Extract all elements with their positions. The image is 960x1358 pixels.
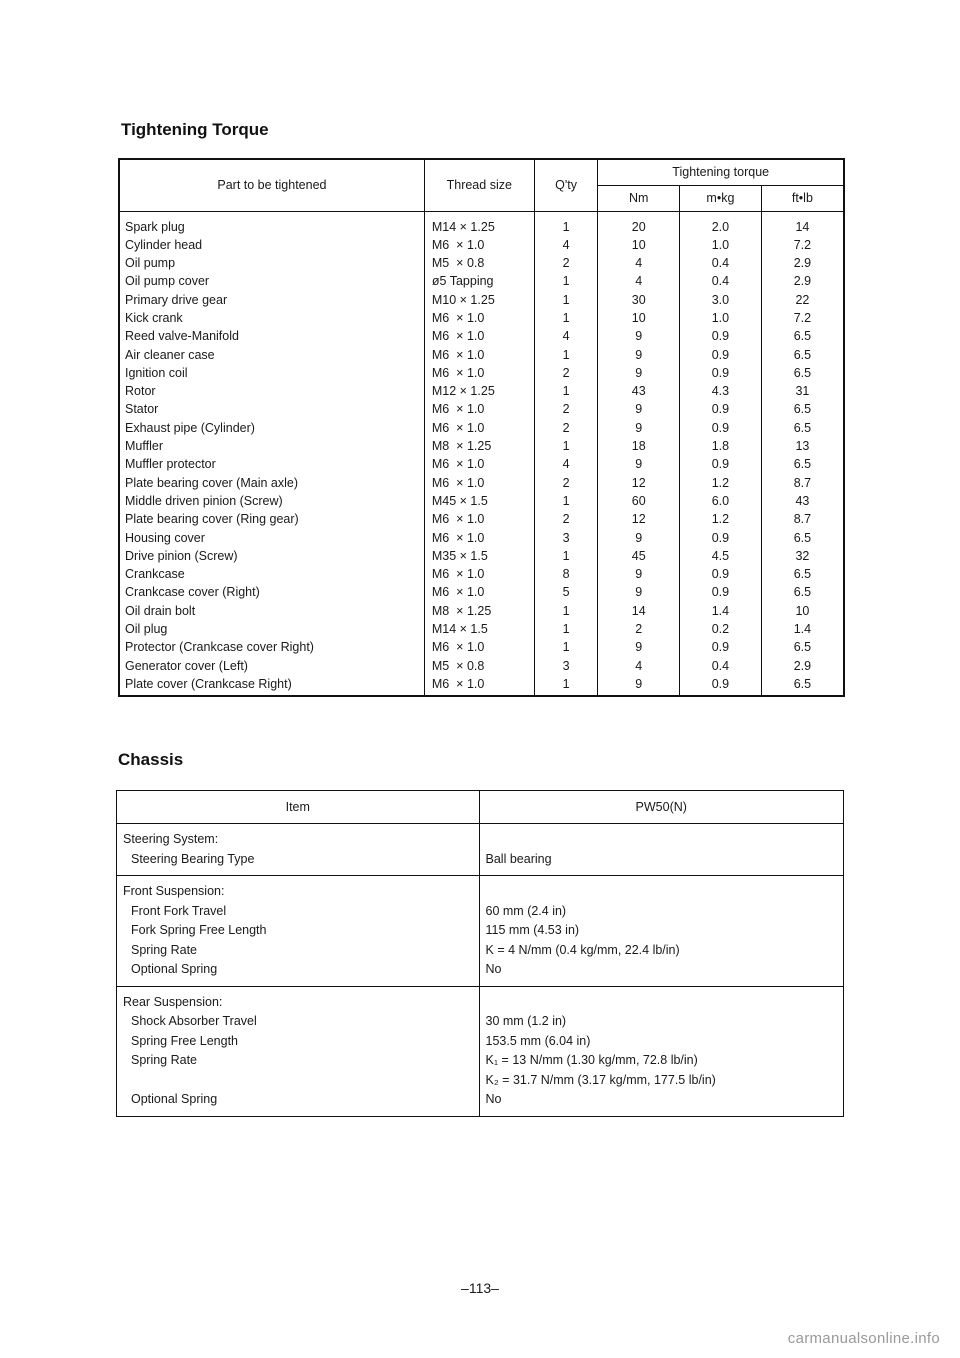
torque-nm: 10 — [631, 310, 646, 325]
header-part: Part to be tightened — [119, 159, 424, 211]
torque-mkg: 0.9 — [711, 585, 730, 600]
torque-nm: 12 — [631, 512, 646, 527]
torque-nm: 60 — [631, 493, 646, 508]
quantity: 2 — [562, 475, 570, 490]
torque-nm: 9 — [635, 530, 643, 545]
torque-nm: 9 — [635, 585, 643, 600]
torque-nm: 9 — [635, 457, 643, 472]
torque-ftlb: 6.5 — [793, 402, 812, 417]
part-name: Crankcase — [125, 567, 185, 582]
header-item: Item — [117, 791, 480, 824]
torque-mkg: 2.0 — [711, 219, 730, 234]
torque-nm: 9 — [635, 420, 643, 435]
part-name: Oil drain bolt — [125, 603, 196, 618]
thread-size: M12 × 1.25 — [431, 384, 495, 399]
torque-mkg: 4.5 — [711, 548, 730, 563]
torque-nm: 2 — [635, 622, 643, 637]
part-name: Exhaust pipe (Cylinder) — [125, 420, 255, 435]
torque-nm: 43 — [631, 384, 646, 399]
part-name: Air cleaner case — [125, 347, 215, 362]
thread-size: M8 × 1.25 — [431, 439, 492, 454]
part-name: Middle driven pinion (Screw) — [125, 493, 283, 508]
column-ftlb — [761, 211, 844, 696]
thread-size: M6 × 1.0 — [431, 310, 485, 325]
thread-size: M14 × 1.5 — [431, 622, 488, 637]
part-name: Reed valve-Manifold — [125, 329, 239, 344]
part-name: Protector (Crankcase cover Right) — [125, 640, 314, 655]
header-mkg: m•kg — [680, 185, 762, 211]
section-heading-tightening-torque: Tightening Torque — [121, 120, 269, 139]
thread-size: ø5 Tapping — [431, 274, 494, 289]
chassis-section-title: Steering System: — [123, 832, 219, 846]
torque-mkg: 4.3 — [711, 384, 730, 399]
torque-nm: 30 — [631, 292, 646, 307]
torque-ftlb: 10 — [795, 603, 810, 618]
chassis-item-label: Spring Rate — [131, 1053, 198, 1067]
chassis-item-label: Spring Free Length — [131, 1033, 239, 1048]
torque-nm: 4 — [635, 256, 643, 271]
quantity: 1 — [562, 219, 570, 234]
quantity: 1 — [562, 622, 570, 637]
torque-mkg: 0.9 — [711, 567, 730, 582]
thread-size: M6 × 1.0 — [431, 676, 485, 691]
torque-mkg: 1.2 — [711, 475, 730, 490]
torque-mkg: 0.9 — [711, 329, 730, 344]
part-name: Plate bearing cover (Ring gear) — [125, 512, 299, 527]
torque-ftlb: 8.7 — [793, 475, 812, 490]
chassis-spec-value: No — [485, 962, 502, 976]
torque-mkg: 0.9 — [711, 457, 730, 472]
torque-ftlb: 6.5 — [793, 420, 812, 435]
torque-mkg: 0.9 — [711, 530, 730, 545]
spacer — [486, 830, 837, 850]
torque-nm: 9 — [635, 567, 643, 582]
thread-size: M45 × 1.5 — [431, 493, 488, 508]
chassis-item-cell — [117, 986, 480, 1116]
chassis-item-label: Fork Spring Free Length — [131, 923, 267, 937]
part-name: Plate cover (Crankcase Right) — [125, 676, 292, 691]
torque-nm: 9 — [635, 329, 643, 344]
chassis-section-row — [117, 876, 844, 987]
chassis-item-cell — [117, 876, 480, 987]
torque-mkg: 0.9 — [711, 676, 730, 691]
torque-ftlb: 32 — [795, 548, 810, 563]
thread-size: M6 × 1.0 — [431, 640, 485, 655]
header-ftlb: ft•lb — [761, 185, 844, 211]
chassis-value-cell — [479, 876, 843, 987]
thread-size: M6 × 1.0 — [431, 530, 485, 545]
thread-size: M6 × 1.0 — [431, 567, 485, 582]
quantity: 2 — [562, 420, 570, 435]
torque-nm: 14 — [631, 603, 646, 618]
torque-ftlb: 22 — [795, 292, 810, 307]
torque-mkg: 6.0 — [711, 493, 730, 508]
chassis-item-label: Front Fork Travel — [131, 903, 227, 918]
column-nm — [598, 211, 680, 696]
part-name: Oil plug — [125, 622, 168, 637]
header-tightening-torque: Tightening torque — [598, 159, 844, 185]
torque-ftlb: 43 — [795, 493, 810, 508]
part-name: Housing cover — [125, 530, 205, 545]
torque-mkg: 1.8 — [711, 439, 730, 454]
quantity: 3 — [562, 658, 570, 673]
torque-ftlb: 8.7 — [793, 512, 812, 527]
chassis-spec-value: 60 mm (2.4 in) — [485, 903, 567, 918]
part-name: Ignition coil — [125, 365, 188, 380]
torque-ftlb: 2.9 — [793, 256, 812, 271]
quantity: 2 — [562, 256, 570, 271]
quantity: 4 — [562, 237, 570, 252]
quantity: 2 — [562, 365, 570, 380]
chassis-spec-value: K = 4 N/mm (0.4 kg/mm, 22.4 lb/in) — [485, 942, 680, 957]
part-name: Muffler — [125, 439, 163, 454]
column-thread-size — [424, 211, 534, 696]
chassis-spec-table — [116, 790, 844, 1117]
part-name: Generator cover (Left) — [125, 658, 248, 673]
torque-nm: 4 — [635, 658, 643, 673]
thread-size: M8 × 1.25 — [431, 603, 492, 618]
torque-nm: 18 — [631, 439, 646, 454]
torque-nm: 9 — [635, 347, 643, 362]
thread-size: M6 × 1.0 — [431, 237, 485, 252]
chassis-value-cell — [479, 824, 843, 876]
torque-nm: 9 — [635, 365, 643, 380]
torque-ftlb: 6.5 — [793, 329, 812, 344]
torque-ftlb: 6.5 — [793, 676, 812, 691]
quantity: 1 — [562, 347, 570, 362]
torque-nm: 10 — [631, 237, 646, 252]
chassis-section-row — [117, 986, 844, 1116]
chassis-item-label: Optional Spring — [131, 962, 218, 976]
torque-mkg: 1.2 — [711, 512, 730, 527]
chassis-item-label — [123, 1071, 473, 1091]
chassis-spec-value: 153.5 mm (6.04 in) — [485, 1033, 591, 1048]
chassis-section-title: Rear Suspension: — [123, 994, 223, 1009]
torque-mkg: 0.9 — [711, 347, 730, 362]
header-thread-size: Thread size — [424, 159, 534, 211]
part-name: Primary drive gear — [125, 292, 228, 307]
torque-ftlb: 7.2 — [793, 237, 812, 252]
thread-size: M6 × 1.0 — [431, 420, 485, 435]
header-quantity: Q'ty — [534, 159, 598, 211]
torque-ftlb: 2.9 — [793, 274, 812, 289]
quantity: 2 — [562, 402, 570, 417]
chassis-spec-value: K₂ = 31.7 N/mm (3.17 kg/mm, 177.5 lb/in) — [485, 1072, 716, 1087]
chassis-item-label: Shock Absorber Travel — [131, 1014, 257, 1028]
column-quantity — [534, 211, 598, 696]
thread-size: M6 × 1.0 — [431, 585, 485, 600]
torque-mkg: 0.4 — [711, 658, 730, 673]
torque-ftlb: 6.5 — [793, 365, 812, 380]
torque-mkg: 0.2 — [711, 622, 730, 637]
part-name: Muffler protector — [125, 457, 216, 472]
chassis-spec-value: Ball bearing — [485, 851, 552, 866]
thread-size: M6 × 1.0 — [431, 457, 485, 472]
chassis-value-cell — [479, 986, 843, 1116]
torque-mkg: 0.9 — [711, 640, 730, 655]
torque-mkg: 0.9 — [711, 420, 730, 435]
chassis-section-title: Front Suspension: — [123, 884, 225, 898]
torque-ftlb: 6.5 — [793, 347, 812, 362]
torque-nm: 9 — [635, 402, 643, 417]
header-model: PW50(N) — [479, 791, 843, 824]
tightening-torque-table — [118, 158, 845, 697]
page-number: –113– — [461, 1280, 499, 1296]
torque-ftlb: 6.5 — [793, 530, 812, 545]
part-name: Spark plug — [125, 219, 185, 234]
torque-mkg: 0.4 — [711, 274, 730, 289]
part-name: Drive pinion (Screw) — [125, 548, 238, 563]
chassis-item-label: Spring Rate — [131, 942, 198, 957]
thread-size: M6 × 1.0 — [431, 402, 485, 417]
torque-ftlb: 1.4 — [793, 622, 812, 637]
quantity: 3 — [562, 530, 570, 545]
quantity: 8 — [562, 567, 570, 582]
column-part — [119, 211, 424, 696]
thread-size: M6 × 1.0 — [431, 329, 485, 344]
torque-ftlb: 6.5 — [793, 585, 812, 600]
torque-nm: 20 — [631, 219, 646, 234]
thread-size: M5 × 0.8 — [431, 658, 485, 673]
torque-mkg: 0.4 — [711, 256, 730, 271]
chassis-item-cell — [117, 824, 480, 876]
quantity: 1 — [562, 676, 570, 691]
quantity: 2 — [562, 512, 570, 527]
torque-mkg: 0.9 — [711, 402, 730, 417]
spacer — [486, 882, 837, 902]
torque-mkg: 1.4 — [711, 603, 730, 618]
part-name: Plate bearing cover (Main axle) — [125, 475, 298, 490]
torque-ftlb: 6.5 — [793, 567, 812, 582]
part-name: Cylinder head — [125, 237, 203, 252]
quantity: 1 — [562, 274, 570, 289]
thread-size: M6 × 1.0 — [431, 347, 485, 362]
quantity: 1 — [562, 548, 570, 563]
chassis-item-label: Optional Spring — [131, 1092, 218, 1106]
torque-nm: 9 — [635, 640, 643, 655]
torque-mkg: 1.0 — [711, 310, 730, 325]
thread-size: M6 × 1.0 — [431, 512, 485, 527]
torque-ftlb: 7.2 — [793, 310, 812, 325]
column-mkg — [680, 211, 762, 696]
torque-nm: 4 — [635, 274, 643, 289]
torque-ftlb: 6.5 — [793, 640, 812, 655]
part-name: Crankcase cover (Right) — [125, 585, 260, 600]
quantity: 1 — [562, 310, 570, 325]
quantity: 1 — [562, 640, 570, 655]
part-name: Oil pump cover — [125, 274, 210, 289]
thread-size: M14 × 1.25 — [431, 219, 495, 234]
torque-ftlb: 2.9 — [793, 658, 812, 673]
quantity: 4 — [562, 329, 570, 344]
chassis-spec-value: No — [485, 1092, 502, 1106]
part-name: Rotor — [125, 384, 156, 399]
chassis-spec-value: 30 mm (1.2 in) — [485, 1014, 567, 1028]
thread-size: M6 × 1.0 — [431, 365, 485, 380]
chassis-spec-value: 115 mm (4.53 in) — [485, 923, 580, 937]
quantity: 1 — [562, 493, 570, 508]
quantity: 1 — [562, 603, 570, 618]
chassis-item-label: Steering Bearing Type — [131, 851, 255, 866]
torque-ftlb: 13 — [795, 439, 810, 454]
quantity: 1 — [562, 384, 570, 399]
section-heading-chassis: Chassis — [118, 750, 184, 769]
torque-nm: 45 — [631, 548, 646, 563]
torque-mkg: 3.0 — [711, 292, 730, 307]
chassis-spec-value: K₁ = 13 N/mm (1.30 kg/mm, 72.8 lb/in) — [485, 1053, 698, 1067]
torque-ftlb: 6.5 — [793, 457, 812, 472]
part-name: Kick crank — [125, 310, 183, 325]
thread-size: M5 × 0.8 — [431, 256, 485, 271]
torque-mkg: 0.9 — [711, 365, 730, 380]
quantity: 5 — [562, 585, 570, 600]
quantity: 1 — [562, 439, 570, 454]
part-name: Stator — [125, 402, 159, 417]
torque-nm: 9 — [635, 676, 643, 691]
part-name: Oil pump — [125, 256, 176, 271]
quantity: 4 — [562, 457, 570, 472]
torque-mkg: 1.0 — [711, 237, 730, 252]
thread-size: M6 × 1.0 — [431, 475, 485, 490]
header-nm: Nm — [598, 185, 680, 211]
thread-size: M35 × 1.5 — [431, 548, 488, 563]
torque-ftlb: 31 — [795, 384, 810, 399]
torque-nm: 12 — [631, 475, 646, 490]
quantity: 1 — [562, 292, 570, 307]
watermark: carmanualsonline.info — [787, 1330, 940, 1347]
chassis-section-row — [117, 824, 844, 876]
torque-ftlb: 14 — [795, 219, 810, 234]
thread-size: M10 × 1.25 — [431, 292, 495, 307]
spacer — [486, 993, 837, 1013]
